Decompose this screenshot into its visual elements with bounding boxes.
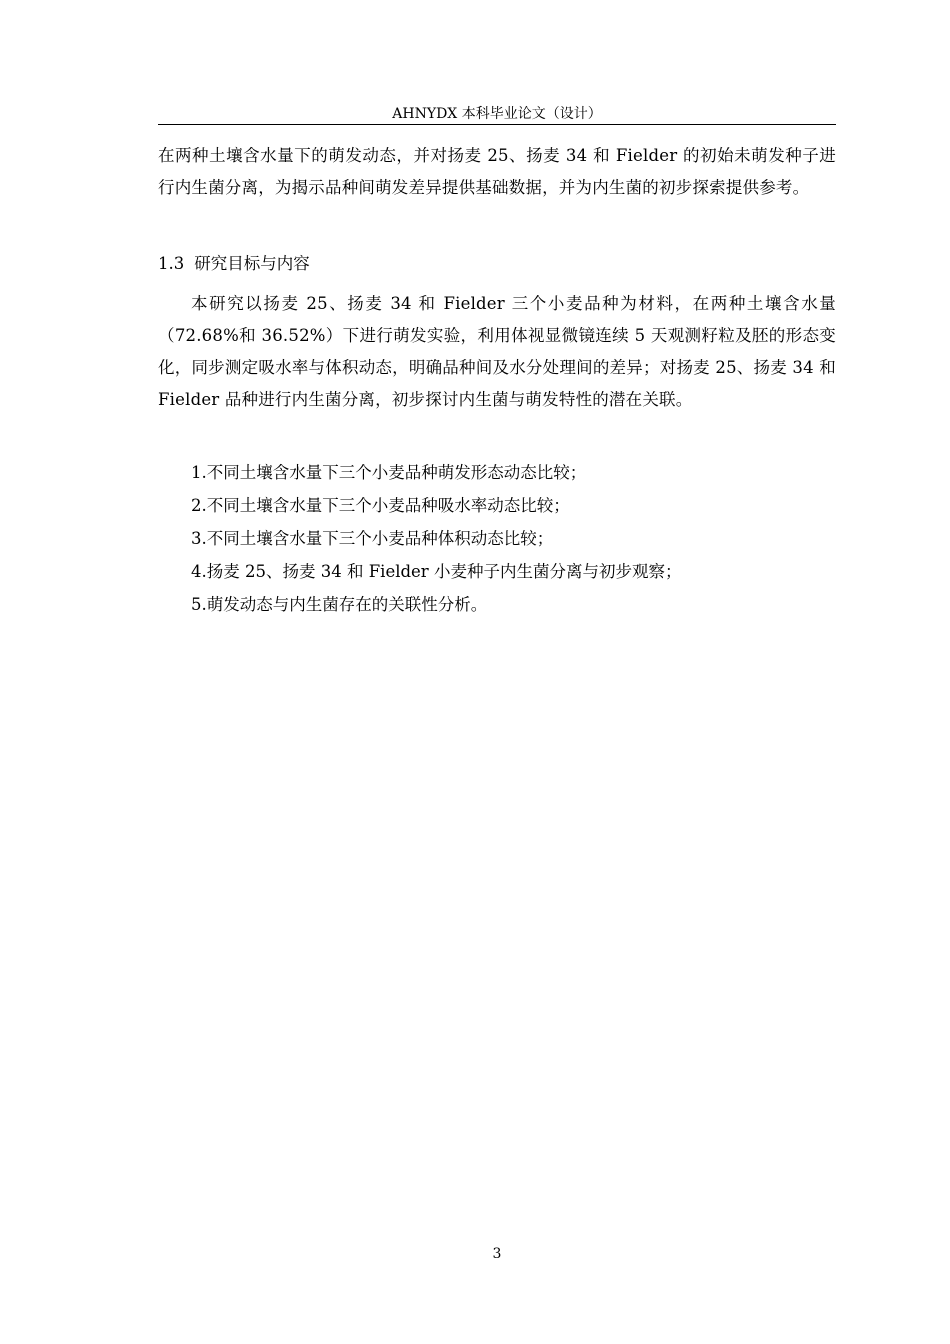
list-item: 3.不同土壤含水量下三个小麦品种体积动态比较； (191, 529, 554, 548)
list-item: 5.萌发动态与内生菌存在的关联性分析。 (191, 595, 488, 614)
section-title: 研究目标与内容 (194, 254, 310, 273)
list-item: 1.不同土壤含水量下三个小麦品种萌发形态动态比较； (191, 463, 587, 482)
page-number: 3 (492, 1246, 502, 1262)
header-rule (158, 124, 836, 125)
list-item: 4.扬麦 25、扬麦 34 和 Fielder 小麦种子内生菌分离与初步观察； (191, 562, 682, 581)
section-number: 1.3 (158, 254, 185, 273)
running-header: AHNYDX 本科毕业论文（设计） (392, 106, 602, 122)
intro-paragraph: 在两种土壤含水量下的萌发动态，并对扬麦 25、扬麦 34 和 Fielder 的初始未萌发种子进行内生菌分离，为揭示品种间萌发差异提供基础数据，并为内生菌的初步探索提供参考。 (158, 146, 836, 197)
section-paragraph: 本研究以扬麦 25、扬麦 34 和 Fielder 三个小麦品种为材料，在两种土壤含水量（72.68%和 36.52%）下进行萌发实验，利用体视显微镜连续 5 天观测籽粒及胚的形态变化，同步测定吸水率与体积动态，明确品种间及水分处理间的差异；对扬麦 25、扬麦 34 和 Fielder 品种进行内生菌分离，初步探讨内生菌与萌发特性的潜在关联。 (158, 294, 836, 409)
research-content-list (191, 456, 836, 621)
list-item: 2.不同土壤含水量下三个小麦品种吸水率动态比较； (191, 496, 570, 515)
section-heading (158, 248, 836, 280)
